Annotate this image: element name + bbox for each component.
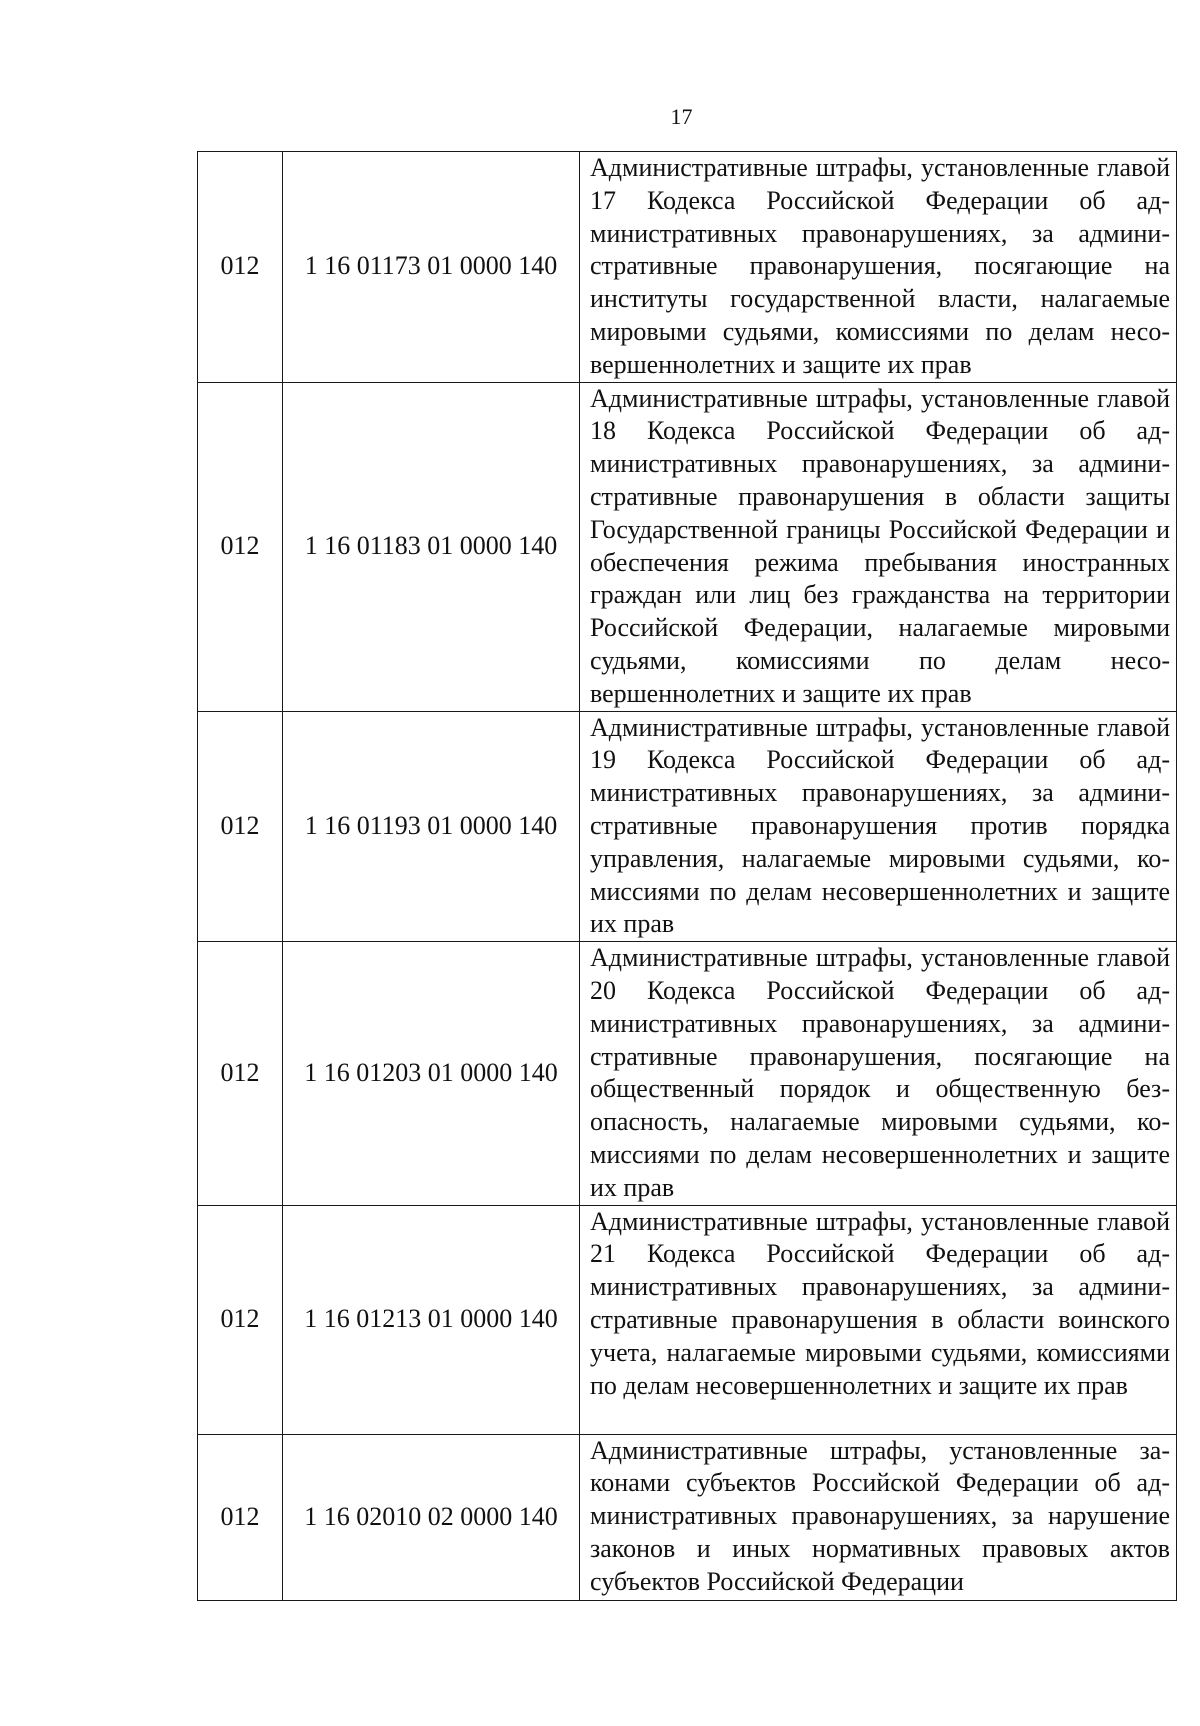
description-text: Административные штрафы, установленные главой 18 Кодекса Российской Федерации об административных правонарушениях, за административные правонарушения в области защиты Государственной границы Российской Федерации и обеспечения режима пребывания иностранных граждан или лиц без гражданства на территории Российской Федерации, налагаемые мировыми судьями, комиссиями по делам несовершеннолетних и защите их прав xyxy=(590,383,1170,708)
budget-codes-table xyxy=(197,151,1177,1601)
description-cell xyxy=(580,1434,1177,1600)
description-text: Административные штрафы, установленные главой 19 Кодекса Российской Федерации об административных правонарушениях, за административные правонарушения против порядка управления, налагаемые мировыми судьями, комиссиями по делам несовершеннолетних и защите их прав xyxy=(590,712,1170,939)
table-body xyxy=(198,152,1177,1601)
table-row xyxy=(198,152,1177,383)
table-row xyxy=(198,711,1177,942)
description-text: Административные штрафы, установленные главой 21 Кодекса Российской Федерации об административных правонарушениях, за административные правонарушения в области воинского учета, налагаемые мировыми судьями, комиссиями по делам несовершеннолетних и защите их прав xyxy=(590,1206,1170,1400)
description-cell xyxy=(580,711,1177,942)
kbk-code-cell: 1 16 01173 01 0000 140 xyxy=(283,152,580,383)
kbk-code-cell: 1 16 01213 01 0000 140 xyxy=(283,1205,580,1434)
description-text: Административные штрафы, установленные законами субъектов Российской Федерации об административных правонарушениях, за нарушение законов и иных нормативных правовых актов субъектов Российской Федерации xyxy=(590,1435,1170,1596)
table-row xyxy=(198,1434,1177,1600)
description-cell xyxy=(580,942,1177,1205)
description-text: Административные штрафы, установленные главой 20 Кодекса Российской Федерации об административных правонарушениях, за административные правонарушения, посягающие на общественный порядок и общественную безопасность, налагаемые мировыми судьями, комиссиями по делам несовершеннолетних и защите их прав xyxy=(590,943,1170,1202)
admin-code-cell: 012 xyxy=(198,942,283,1205)
description-text: Административные штрафы, установленные главой 17 Кодекса Российской Федерации об административных правонарушениях, за административные правонарушения, посягающие на институты государственной власти, налагаемые мировыми судьями, комиссиями по делам несовершеннолетних и защите их прав xyxy=(590,153,1170,379)
page-number: 17 xyxy=(670,104,693,129)
admin-code-cell: 012 xyxy=(198,1434,283,1600)
kbk-code-cell: 1 16 01203 01 0000 140 xyxy=(283,942,580,1205)
description-cell xyxy=(580,152,1177,383)
table-row xyxy=(198,382,1177,711)
admin-code-cell: 012 xyxy=(198,382,283,711)
description-cell xyxy=(580,1205,1177,1434)
table-row xyxy=(198,942,1177,1205)
description-cell xyxy=(580,382,1177,711)
admin-code-cell: 012 xyxy=(198,152,283,383)
admin-code-cell: 012 xyxy=(198,1205,283,1434)
admin-code-cell: 012 xyxy=(198,711,283,942)
table-row xyxy=(198,1205,1177,1434)
kbk-code-cell: 1 16 01193 01 0000 140 xyxy=(283,711,580,942)
kbk-code-cell: 1 16 01183 01 0000 140 xyxy=(283,382,580,711)
kbk-code-cell: 1 16 02010 02 0000 140 xyxy=(283,1434,580,1600)
